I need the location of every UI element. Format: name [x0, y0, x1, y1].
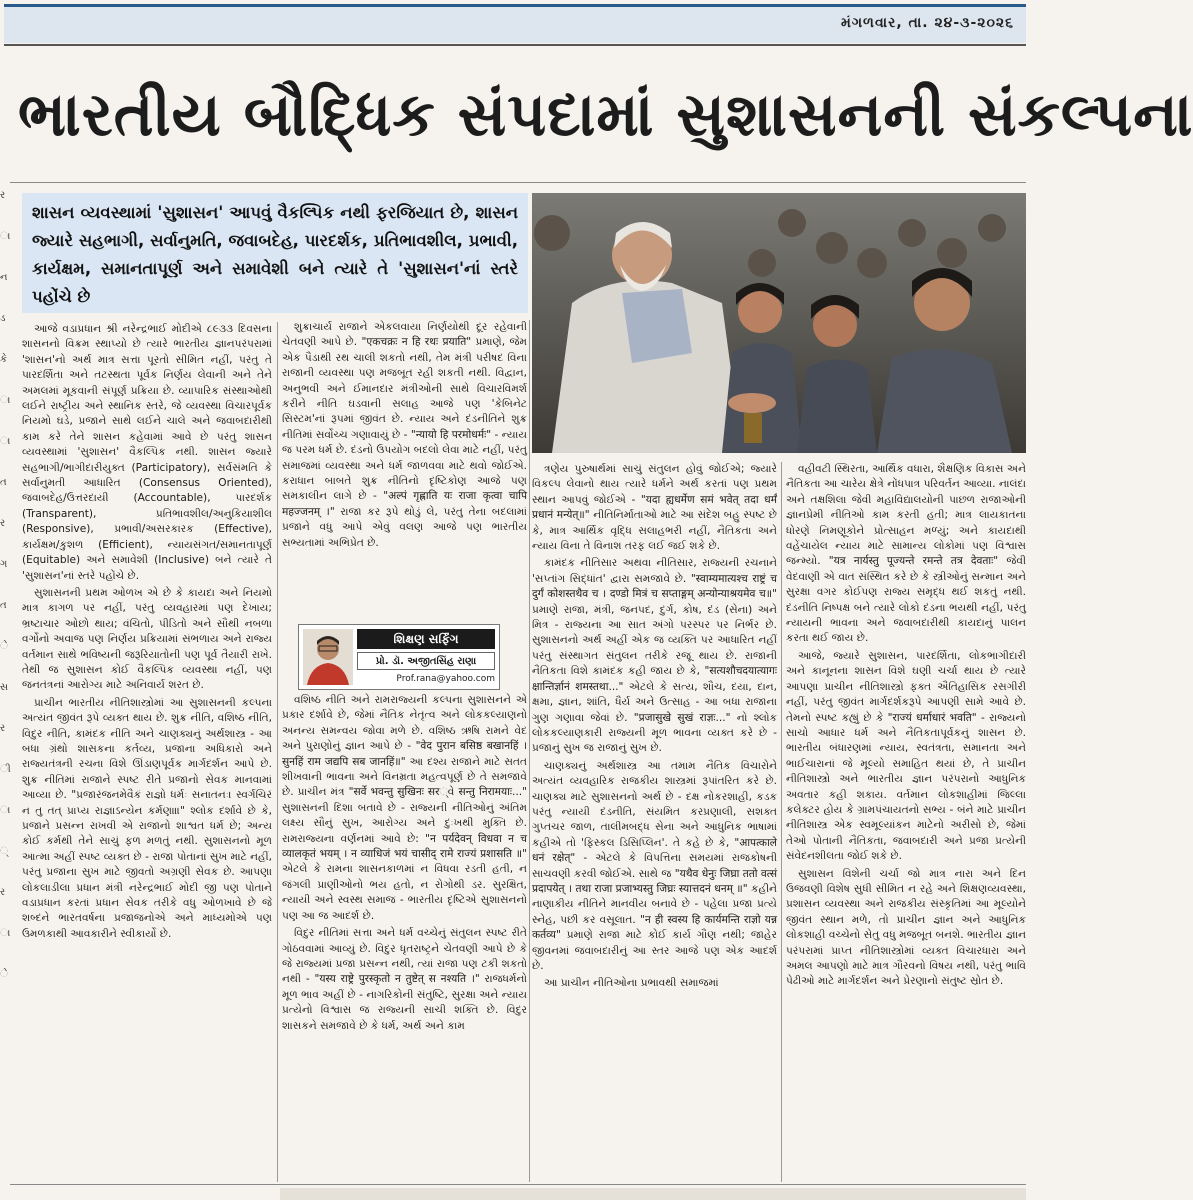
paragraph: વિદુર નીતિમાં સત્તા અને ધર્મ વચ્ચેનું સંતુલન સ્પષ્ટ રીતે ગોઠવવામાં આવ્યું છે. વિદુર ધૃતરાષ્ટ્રને ચેતવણી આપે છે કે જે રાજ્યમાં પ્રજા પ્રસન્ન નથી, ત્યાં રાજા પણ ટકી શકતો નથી - "यस्य राष्ट्रे पुरस्कृतो न तुष्टेत् स नश्यति ।" રાજધર્મનો મૂળ ભાવ અહીં છે - નાગરિકોની સંતુષ્ટિ, સુરક્ષા અને ન્યાય પ્રત્યેનો વિશ્વાસ જ રાજ્યની સાચી શક્તિ છે. વિદુર શાસકને સમજાવે છે કે ધર્મ, અર્થ અને કામ: [282, 927, 527, 1032]
author-box: [298, 624, 500, 690]
paragraph: આ પ્રાચીન નીતિઓના પ્રભાવથી સમાજમાં: [544, 977, 719, 990]
article-column-2-continued: [282, 693, 527, 1177]
paragraph: શુક્રાચાર્ય રાજાને એકલવાયા નિર્ણયોથી દૂર રહેવાની ચેતવણી આપે છે. "एकचक्रः न हि रथः प्रयाति" પ્રમાણે, જેમ એક પૈડાથી રથ ચાલી શકતો નથી, તેમ મંત્રી પરીષદ વિના રાજાની વ્યવસ્થા પણ મજબૂત રહી શકતી નથી. વિદ્વાન, અનુભવી અને ઈમાનદાર મંત્રીઓની સાથે વિચારવિમર્શ કરીને નીતિ ઘડવાની સલાહ આજે પણ 'કેબિનેટ સિસ્ટમ'નાં રૂપમાં જીવંત છે. ન્યાય અને દંડનીતિને શુક્ર નીતિમાં સર્વોચ્ચ ગણાવાયું છે - "न्यायो हि परमोधर्मः" - ન્યાય જ પરમ ધર્મ છે. દંડનો ઉપયોગ બદલો લેવા માટે નહીં, પરંતુ સમાજમાં વ્યવસ્થા અને ધર્મ જાળવવા માટે થવો જોઈએ. કરાધાન બાબતે શુક્ર નીતિનો દૃષ્ટિકોણ આજે પણ સમકાલીન લાગે છે - "अल्पं गृह्णाति यः राजा कृत्वा चापि महज्जनम् ।" રાજા કર રૂપે થોડું લે, પરંતુ તેના બદલામાં પ્રજાને વધુ આપે એવું વલણ આજે પણ ભારતીય સભ્યતામાં અભિપ્રેત છે.: [282, 321, 527, 549]
gutter-char: ત: [0, 600, 7, 611]
gutter-char: ી: [0, 764, 11, 775]
gutter-char: ર: [0, 190, 6, 201]
article-photo: [532, 193, 1026, 453]
paragraph: પ્રાચીન ભારતીય નીતિશાસ્ત્રોમાં આ સુશાસનની કલ્પના અત્યંત જીવંત રૂપે વ્યક્ત થાય છે. શુક્ર નીતિ, વશિષ્ઠ નીતિ, વિદુર નીતિ, કામંદક નીતિ અને ચાણક્યનું અર્થશાસ્ત્ર - આ બધા ગ્રંથો શાસકના કર્તવ્ય, પ્રજાના અધિકારો અને રાજ્યતંત્રની રચના વિશે ઊંડાણપૂર્વક માર્ગદર્શન આપે છે. શુક્ર નીતિમાં રાજાને સ્પષ્ટ રીતે પ્રજાનો સેવક માનવામાં આવ્યા છે. "પ્રજારંજનમેવૈકં રાજ્ઞો ધર્મઃ સનાતનઃ। સ્વર્ગચિરં ન તુ તત્ પ્રાપ્ય રાજ્ઞાઽન્યેન કર્મણા॥" શ્લોક દર્શાવે છે કે, પ્રજાને પ્રસન્ન રાખવી એ રાજાનો શાશ્વત ધર્મ છે; અન્ય કોઈ કર્મથી તેને સાચું ફળ મળતું નથી. સુશાસનનો મૂળ આત્મા અહીં સ્પષ્ટ વ્યક્ત છે - રાજા પોતાનાં સુખ માટે નહીં, પરંતુ પ્રજાના સુખ માટે જીવતો અગ્રણી સેવક છે. આપણા લોકલાડીલા પ્રધાન મંત્રી નરેન્દ્રભાઈ મોદી જી પણ પોતાને વડાપ્રધાન કરતાં પ્રધાન સેવક તરીકે વધુ ઓળખાવે છે જે શબ્દને ભારતવર્ષના પ્રજાજનોએ અને માધ્યમોએ પણ ઉમળકાથી આવકારીને સ્વીકાર્યો છે.: [22, 696, 272, 940]
column-rule: [529, 320, 530, 1182]
gutter-char: ા: [0, 395, 11, 406]
column-rule: [277, 322, 278, 1182]
author-photo: [303, 629, 353, 685]
gutter-char: ર: [0, 723, 6, 734]
paragraph: આજે, જ્યારે સુશાસન, પારદર્શિતા, લોકભાગીદારી અને કાનૂનના શાસન વિશે ઘણી ચર્ચા થાય છે ત્યારે આપણા પ્રાચીન નીતિશાસ્ત્રો ફક્ત ઐતિહાસિક રસગીરી નહીં, પરંતુ જીવંત માર્ગદર્શકરૂપે આપણી સામે આવે છે. તેમનો સ્પષ્ટ કહ્યું છે કે "राज्यं धर्माधारं भवति" - રાજ્યનો સાચો આધાર ધર્મ અને નૈતિકતાપૂર્વકનું શાસન છે. ભારતીય બંધારણમાં ન્યાય, સ્વતંત્રતા, સમાનતા અને ભાઈચારાનાં જે મૂલ્યો સમાહિત થયાં છે, તે પ્રાચીન નીતિશાસ્ત્રો અને ભારતીય જ્ઞાન પરંપરાનો આધુનિક અવતાર કહી શકાય. વર્તમાન લોકશાહીમાં જિલ્લા કલેક્ટર હોય કે ગ્રામપંચાયતનો સભ્ય - બંને માટે પ્રાચીન નીતિશાસ્ત્ર એક સ્વમૂલ્યાંકન માટેનો અરીસો છે, જેમાં તેઓ પોતાની નૈતિકતા, જવાબદારી અને પ્રજા પ્રત્યેની સંવેદનશીલતા જોઈ શકે છે.: [786, 649, 1026, 863]
paragraph: વશિષ્ઠ નીતિ અને રામરાજ્યની કલ્પના સુશાસનને એ પ્રકાર દર્શાવે છે, જેમાં નૈતિક નેતૃત્વ અને લોકકલ્યાણનો અનન્ય સમન્વય જોવા મળે છે. વશિષ્ઠ ઋષિ રામને વેદ અને પુરાણોનું જ્ઞાન આપે છે - "वेद पुरान बसिष्ठ बखानहिं । सुनहिं राम जद्यपि सब जानहिं॥" આ દશ્ય રાજાને માટે સતત શીખવાની ભાવના અને વિનમ્રતા મહત્વપૂર્ણ છે તે સમજાવે છે. પ્રાચીન મંત્ર "सर्वे भवन्तु सुखिनः सर્વે सन्तु निरामयाः..." સુશાસનની દિશા બતાવે છે - રાજ્યની નીતિઓનું અંતિમ લક્ષ્ય સૌનું સુખ, આરોગ્ય અને દુઃખથી મુક્તિ છે. રામરાજ્યના વર્ણનમાં આવે છે: "न पर्यदेवन् विधवा न च व्यालकृतं भयम् । न व्याधिजं भयं चासीद् रामे राज्यं प्रशासति ॥" એટલે કે રામના શાસનકાળમાં ન વિધવા રડતી હતી, ન જંગલી પ્રાણીઓનો ભય હતો, ન રોગોથી ડર. સુરક્ષિત, ન્યાયી અને સ્વસ્થ સમાજ - ભારતીય દૃષ્ટિએ સુશાસનનો પણ આ જ આદર્શ છે.: [282, 694, 527, 922]
highlight-box: શાસન વ્યવસ્થામાં 'સુશાસન' આપવું વૈકલ્પિક નથી ફરજિયાત છે, શાસન જ્યારે સહભાગી, સર્વાનુમતિ, જવાબદેહ, પારદર્શક, પ્રતિભાવશીલ, પ્રભાવી, કાર્યક્ષમ, સમાનતાપૂર્ણ અને સમાવેશી બને ત્યારે તે 'સુશાસન'નાં સ્તરે પહોંચે છે: [22, 193, 528, 313]
photo-image: [532, 193, 1026, 453]
gutter-char: સ: [0, 682, 9, 693]
column-rule: [781, 462, 782, 1182]
article-column-4: [786, 462, 1026, 1182]
article-column-1: [22, 322, 272, 1182]
gutter-char: ર: [0, 518, 6, 529]
gutter-char: ા: [0, 231, 11, 242]
gutter-char: ે: [0, 641, 8, 652]
paragraph: ત્રણેય પુરુષાર્થમાં સાચું સંતુલન હોવું જોઈએ; જ્યારે વિકલ્પ લેવાનો થાય ત્યારે ધર્મને અર્થ કરતાં પણ પ્રથમ સ્થાન આપવું જોઈએ - "यदा ह्यधर्मेण समं भवेत् तदा धर्मं प्रधानं मन्येत्॥" નીતિનિર્માતાઓ માટે આ સંદેશ બહુ સ્પષ્ટ છે કે, માત્ર આર્થિક વૃદ્ધિ સલાહભરી નહીં, નૈતિકતા અને ન્યાય વિના તે વિનાશ તરફ લઈ જઈ શકે છે.: [532, 463, 777, 553]
gutter-char: ા: [0, 436, 11, 447]
date-bar: [4, 4, 1026, 43]
issue-date: મંગળવાર, તા. ૨૪-૩-૨૦૨૬: [840, 15, 1014, 31]
author-name: પ્રો. ડૉ. અજીતસિંહ રાણા: [357, 652, 495, 670]
paragraph: સુશાસન વિશેની ચર્ચા જો માત્ર નારા અને દિન ઉજવણી વિશેષ સુધી સીમિત ન રહે અને શિક્ષણવ્યવસ્થા, પ્રશાસન વ્યવસ્થા અને રાજકીય સંસ્કૃતિમાં આ મૂલ્યોને જીવંત સ્થાન મળે, તો પ્રાચીન જ્ઞાન અને આધુનિક લોકશાહી વચ્ચેનો સેતુ વધુ મજબૂત બનશે. ભારતીય જ્ઞાન પરંપરામાં પ્રાપ્ત નીતિશાસ્ત્રોમાં વ્યક્ત વિચારધારા અને અમલ આપણો માટે માત્ર ગૌરવનો વિષય નથી, પરંતુ ભાવિ પેઢીઓ માટે માર્ગદર્શન અને પ્રેરણાનો સંતુષ્ટ સ્રોત છે.: [786, 867, 1026, 988]
paragraph: સુશાસનની પ્રથમ ઓળખ એ છે કે કાયદા અને નિયમો માત્ર કાગળ પર નહીં, પરંતુ વ્યવહારમાં પણ દેખાય; ભ્રષ્ટાચાર ઓછો થાય; વંચિતો, પીડિતો અને સૌથી નબળા વર્ગોનો અવાજ પણ નિર્ણય પ્રક્રિયામાં સંભળાય અને રાજ્ય વર્તમાન સાથે ભવિષ્યની જરૂરિયાતોની પણ પૂર્વ તૈયારી રાખે. તેથી જ સુશાસન કોઈ વૈકલ્પિક વ્યવસ્થા નહીં, પણ જનતંત્રનાં આરોગ્ય માટે અનિવાર્ય શરત છે.: [22, 586, 272, 692]
paragraph: કામંદક નીતિસાર અથવા નીતિસાર, રાજ્યની રચનાને 'સપ્તાંગ સિદ્ધાંત' દ્વારા સમજાવે છે. "स्वाम्यमात्यश्च राष्ट्रं च दुर्गं कोशस्तथैव च । दण्डो मित्रं च सप्ताङ्गम् अन्योन्याश्रयमेव च॥" પ્રમાણે રાજા, મંત્રી, જનપદ, દુર્ગ, કોષ, દંડ (સેના) અને મિત્ર - રાજ્યના આ સાત અંગો પરસ્પર પર નિર્ભર છે. સુશાસનનો અર્થ અહીં એક જ વ્યક્તિ પર આધારિત નહીં પરંતુ સંસ્થાગત સંતુલન તરીકે રજૂ થાય છે. રાજાની નૈતિકતા વિશે કામંદક કહી જાય છે કે, "सत्यशौचदयात्यागः क्षान्तिर्ज्ञानं शमस्तथा..." એટલે કે સત્ય, શૌચ, દયા, દાન, ક્ષમા, જ્ઞાન, શાંતિ, ધૈર્ય અને ઉત્સાહ - આ બધા રાજાના ગુણ ગણાવા જેવાં છે. "प्रजासुखे सुखं राज्ञः..." નો શ્લોક લોકકલ્યાણકારી રાજ્યની મૂળ ભાવના વ્યક્ત કરે છે - પ્રજાનું સુખ જ રાજાનું સુખ છે.: [532, 557, 777, 755]
paragraph: વહીવટી સ્થિરતા, આર્થિક વધારા, શૈક્ષણિક વિકાસ અને નૈતિકતા આ ચારેય ક્ષેત્રે નોંધપાત્ર પરિવર્તન આવ્યા. નાલંદા અને તક્ષશિલા જેવી મહાવિદ્યાલયોની પાછળ રાજાઓની જ્ઞાનપ્રેમી નીતિઓ કામ કરતી હતી; માત્ર લાયકાતના ધોરણે નિમણૂકોને પ્રોત્સાહન મળ્યું; અને કાયદાથી વહેંચાયેલ ન્યાય માટે સામાન્ય લોકોમાં પણ વિશ્વાસ જન્મ્યો. "यत्र नार्यस्तु पूज्यन्ते रमन्ते तत्र देवताः" જેવી વેદવાણી એ વાત સંસ્થિત કરે છે કે સ્ત્રીઓનું સન્માન અને સુરક્ષા વગર કોઈપણ રાજ્ય સમૃદ્ધ થઈ શકતું નથી. દંડનીતિ નિષ્પક્ષ બને ત્યારે લોકો દંડના ભયથી નહીં, પરંતુ ન્યાયની ભાવના અને જવાબદારીથી કાયદાનું પાલન કરતા થઈ જાય છે.: [786, 463, 1026, 645]
headline-rule: [10, 182, 1026, 183]
headline: ભારતીય બૌદ્ધિક સંપદામાં સુશાસનની સંકલ્પના: [18, 80, 1193, 150]
gutter-char: ગ: [0, 559, 8, 570]
author-email: Prof.rana@yahoo.com: [396, 674, 495, 684]
bottom-rule: [10, 1184, 1026, 1185]
gutter-char: ત: [0, 477, 7, 488]
article-column-3: [532, 462, 777, 1182]
gutter-char: ડ: [0, 313, 6, 324]
gutter-char: ે: [0, 969, 8, 980]
article-column-2: [282, 320, 527, 620]
gutter-char: ન: [0, 272, 8, 283]
adjacent-page-edge: [0, 190, 14, 1200]
paragraph: ચાણક્યનું અર્થશાસ્ત્ર આ તમામ નૈતિક વિચારોને અત્યંત વ્યવહારિક રાજકીય શાસ્ત્રમાં રૂપાંતરિત કરે છે. ચાણક્ય માટે સુશાસનનો અર્થ છે - દક્ષ નોકરશાહી, કડક પરંતુ ન્યાયી દંડનીતિ, સંયમિત કરપ્રણાલી, સશક્ત ગુપ્તચર જાળ, તાલીમબદ્ધ સેના અને આધુનિક ભાષામાં કહીએ તો 'ફિસ્કલ ડિસિપ્લિન'. તે કહે છે કે, "आपत्काले धनं रक्षेत्" - એટલે કે વિપત્તિના સમયમાં રાજકોષની સાચવણી કરવી જોઈએ. સાથે જ "यथैव धेनुः जिघ्रा ततो वत्सं प्रदापयेत् । तथा राजा प्रजाभ्यस्तु जिघ्रः स्यात्तदनं धनम् ॥" કહીને નાણાકીય નીતિને માનવીય બનાવે છે - પહેલા પ્રજા પ્રત્યે સ્નેહ, પછી કર વસૂલાત. "न ही स्वस्य हि कार्यमन्ति राज्ञो यन्न कर्तव्य" પ્રમાણે રાજા માટે કોઈ કાર્ય ગૌણ નથી; જાહેર જીવનમાં જવાબદારીનું આ સ્તર આજે પણ એક આદર્શ છે.: [532, 759, 777, 972]
bottom-strip: [280, 1188, 1026, 1200]
gutter-char: ર: [0, 887, 6, 898]
gutter-char: કે: [0, 354, 8, 365]
gutter-char: ્: [0, 846, 8, 857]
date-rule: [4, 44, 1026, 46]
column-title: શિક્ષણ સર્ફિંગ: [357, 629, 495, 649]
gutter-char: ા: [0, 805, 11, 816]
paragraph: આજે વડાપ્રધાન શ્રી નરેન્દ્રભાઈ મોદીએ ૮૯૩૩ દિવસના શાસનનો વિક્રમ સ્થાપ્યો છે ત્યારે ભારતીય જ્ઞાનપરંપરામાં 'શાસન'નો અર્થ માત્ર સત્તા પૂરતો સીમિત નહીં, પરંતુ તે પારદર્શિતા અને તટસ્થતા પૂર્વક નિર્ણય લેવાની અને તેને અમલમાં મૂકવાની સંપૂર્ણ પ્રક્રિયા છે. વ્યાપારિક સંસ્થાઓથી લઈને રાષ્ટ્રીય અને સ્થાનિક સ્તરે, જે વ્યવસ્થા વિચારપૂર્વક નિયમો ઘડે, પ્રજાને સાથે લઈને ચાલે અને જવાબદારીથી કામ કરે તેને શાસન કહેવામાં આવે છે પરંતુ શાસન વ્યવસ્થામાં 'સુશાસન' વૈકલ્પિક નથી. શાસન જ્યારે સહભાગી/ભાગીદારીયુક્ત (Participatory), સર્વસંમતિ કે સર્વાનુમતી આધારિત (Consensus Oriented), જવાબદેહ/ઉત્તરદાયી (Accountable), પારદર્શક (Transparent), પ્રતિભાવશીલ/અનુકિયાશીલ (Responsive), પ્રભાવી/અસરકારક (Effective), કાર્યક્ષમ/કુશળ (Efficient), ન્યાયસંગત/સમાનતાપૂર્ણ (Equitable) અને સમાવેશી (Inclusive) બને ત્યારે તે 'સુશાસન'નાં સ્તરે પહોંચે છે.: [22, 323, 272, 582]
gutter-char: ા: [0, 928, 11, 939]
